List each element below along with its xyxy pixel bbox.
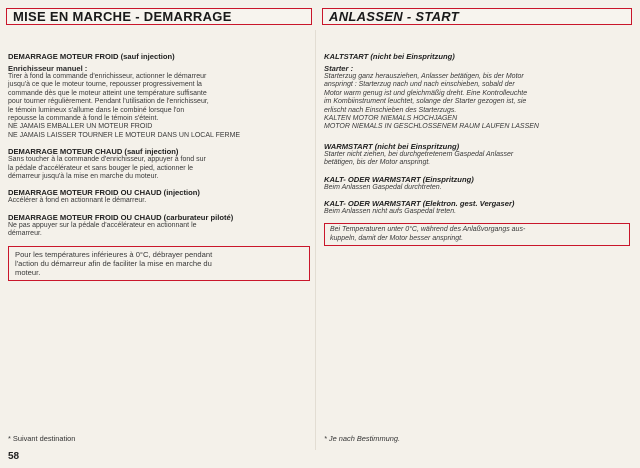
temperature-note-de bbox=[324, 223, 630, 246]
section-subheading: Starter : bbox=[324, 64, 354, 73]
section-injection-fr bbox=[8, 188, 310, 205]
section-heading: KALT- ODER WARMSTART (Elektron. gest. Vergaser) bbox=[324, 199, 515, 209]
footnote-fr: * Suivant destination bbox=[8, 434, 76, 443]
german-title: ANLASSEN - START bbox=[322, 8, 632, 25]
note-line: l'action du démarreur afin de faciliter la mise en marche du bbox=[15, 258, 212, 268]
section-cold-start-fr bbox=[8, 52, 310, 140]
warning-line: NE JAMAIS EMBALLER UN MOTEUR FROID bbox=[8, 123, 153, 131]
text-line: Motor warm genug ist und gleichmäßig dreht. Eine Kontrolleuchte bbox=[324, 89, 528, 97]
text-line: pour tourner régulièrement. Pendant l'utilisation de l'enrichisseur, bbox=[8, 98, 209, 106]
section-heading: DEMARRAGE MOTEUR CHAUD (sauf injection) bbox=[8, 147, 179, 157]
note-line: Pour les températures inférieures à 0°C, débrayer pendant bbox=[15, 249, 213, 259]
warning-line: MOTOR NIEMALS IN GESCHLOSSENEM RAUM LAUFEN LASSEN bbox=[324, 123, 539, 131]
text-line: Accélérer à fond en actionnant le démarreur. bbox=[8, 197, 147, 205]
note-line: kuppeln, damit der Motor besser anspringt. bbox=[330, 234, 464, 242]
section-heading: DEMARRAGE MOTEUR FROID OU CHAUD (injection) bbox=[8, 188, 200, 198]
section-heading: DEMARRAGE MOTEUR FROID OU CHAUD (carburateur piloté) bbox=[8, 212, 234, 222]
section-warm-start-de bbox=[324, 142, 630, 168]
text-line: anspringt : Starterzug nach und nach einschieben, sobald der bbox=[324, 81, 515, 89]
warning-line: KALTEN MOTOR NIEMALS HOCHJAGEN bbox=[324, 115, 458, 123]
text-line: Sans toucher à la commande d'enrichisseur, appuyer à fond sur bbox=[8, 156, 206, 164]
text-line: Beim Anlassen nicht aufs Gaspedal treten. bbox=[324, 208, 457, 216]
text-line: la pédale d'accélérateur et sans bouger le pied, actionner le bbox=[8, 164, 194, 172]
column-gutter bbox=[315, 30, 316, 450]
text-line: démarreur. bbox=[8, 230, 42, 238]
text-line: jusqu'à ce que le moteur tourne, repousser progressivement la bbox=[8, 81, 202, 89]
page-number: 58 bbox=[8, 451, 20, 462]
section-warm-start-fr bbox=[8, 147, 310, 181]
footnote-de: * Je nach Bestimmung. bbox=[324, 434, 400, 443]
text-line: im Kombiinstrument leuchtet, solange der Starter gezogen ist, sie bbox=[324, 98, 527, 106]
section-subheading: Enrichisseur manuel : bbox=[8, 64, 88, 73]
text-line: Starterzug ganz herausziehen, Anlasser betätigen, bis der Motor bbox=[324, 73, 524, 80]
text-line: betätigen, bis der Motor anspringt. bbox=[324, 159, 431, 167]
note-line: Bei Temperaturen unter 0°C, während des Anlaßvorgangs aus- bbox=[330, 226, 526, 234]
section-carburetor-de bbox=[324, 199, 630, 216]
german-content bbox=[324, 52, 630, 246]
section-heading: KALTSTART (nicht bei Einspritzung) bbox=[324, 52, 455, 61]
text-line: Starter nicht ziehen, bei durchgetretenem Gaspedal Anlasser bbox=[324, 150, 514, 158]
section-cold-start-de bbox=[324, 52, 630, 132]
section-heading: DEMARRAGE MOTEUR FROID (sauf injection) bbox=[8, 52, 175, 61]
text-line: Beim Anlassen Gaspedal durchtreten. bbox=[324, 183, 442, 191]
french-content bbox=[8, 52, 310, 281]
warning-line: NE JAMAIS LAISSER TOURNER LE MOTEUR DANS UN LOCAL FERME bbox=[8, 131, 241, 139]
section-carburetor-fr bbox=[8, 213, 310, 239]
text-line: commande dès que le moteur atteint une température suffisante bbox=[8, 89, 207, 97]
section-heading: KALT- ODER WARMSTART (Einspritzung) bbox=[324, 174, 474, 184]
text-line: Ne pas appuyer sur la pédale d'accélérateur en actionnant le bbox=[8, 221, 197, 229]
french-title: MISE EN MARCHE - DEMARRAGE bbox=[6, 8, 312, 25]
text-line: repousse la commande à fond le témoin s'éteint. bbox=[8, 115, 159, 123]
text-line: le témoin lumineux s'allume dans le combiné lorsque l'on bbox=[8, 106, 185, 114]
text-line: Tirer à fond la commande d'enrichisseur, actionner le démarreur bbox=[8, 73, 207, 80]
section-injection-de bbox=[324, 175, 630, 192]
note-line: moteur. bbox=[15, 267, 41, 277]
temperature-note-fr bbox=[8, 246, 310, 281]
text-line: erlischt nach Einschieben des Starterzugs. bbox=[324, 106, 457, 114]
section-heading: WARMSTART (nicht bei Einspritzung) bbox=[324, 141, 460, 151]
text-line: démarreur jusqu'à la mise en marche du moteur. bbox=[8, 173, 159, 181]
